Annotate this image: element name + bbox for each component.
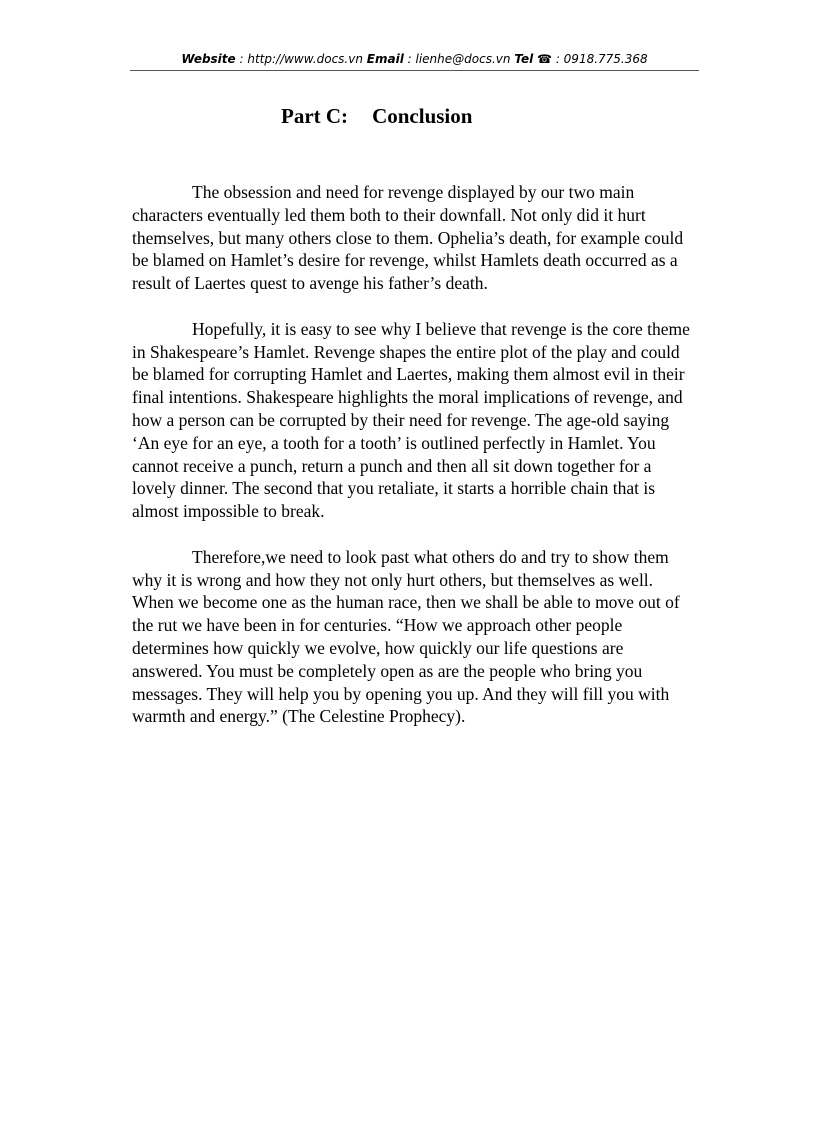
page-title <box>281 102 472 130</box>
tel-value: : 0918.775.368 <box>555 52 648 66</box>
paragraph-1: The obsession and need for revenge displayed by our two main characters eventually led them both to their downfall. Not only did it hurt themselves, but many others close to them. Ophelia’s death, for example could be blamed on Hamlet’s desire for revenge, whilst Hamlets death occurred as a result of Laertes quest to avenge his father’s death. <box>132 182 684 294</box>
paragraph-2: Hopefully, it is easy to see why I believe that revenge is the core theme in Shakespeare’s Hamlet. Revenge shapes the entire plot of the play and could be blamed for corrupting Hamlet and Laertes, making them almost evil in their final intentions. Shakespeare highlights the moral implications of revenge, and how a person can be corrupted by their need for revenge. The age-old saying ‘An eye for an eye, a tooth for a tooth’ is outlined perfectly in Hamlet. You cannot receive a punch, return a punch and then all sit down together for a lovely dinner. The second that you retaliate, it starts a horrible chain that is almost impossible to break. <box>132 318 690 522</box>
paragraph-3: Therefore,we need to look past what others do and try to show them why it is wrong and how they not only hurt others, but themselves as well. When we become one as the human race, then we shall be able to move out of the rut we have been in for centuries. “How we approach other people determines how quickly we evolve, how quickly our life questions are answered. You must be completely open as are the people who bring you messages. They will help you by opening you up. And they will fill you with warmth and energy.” (The Celestine Prophecy). <box>132 546 680 727</box>
title-heading: Conclusion <box>372 104 473 128</box>
page-header <box>130 50 699 71</box>
title-part: Part C: <box>281 104 349 128</box>
website-value: : http://www.docs.vn <box>239 52 363 66</box>
email-label: Email <box>366 52 404 66</box>
phone-icon: ☎ <box>537 52 552 66</box>
document-body <box>132 181 692 751</box>
tel-label: Tel <box>514 52 534 66</box>
email-value: : lienhe@docs.vn <box>407 52 511 66</box>
website-label: Website <box>181 52 236 66</box>
